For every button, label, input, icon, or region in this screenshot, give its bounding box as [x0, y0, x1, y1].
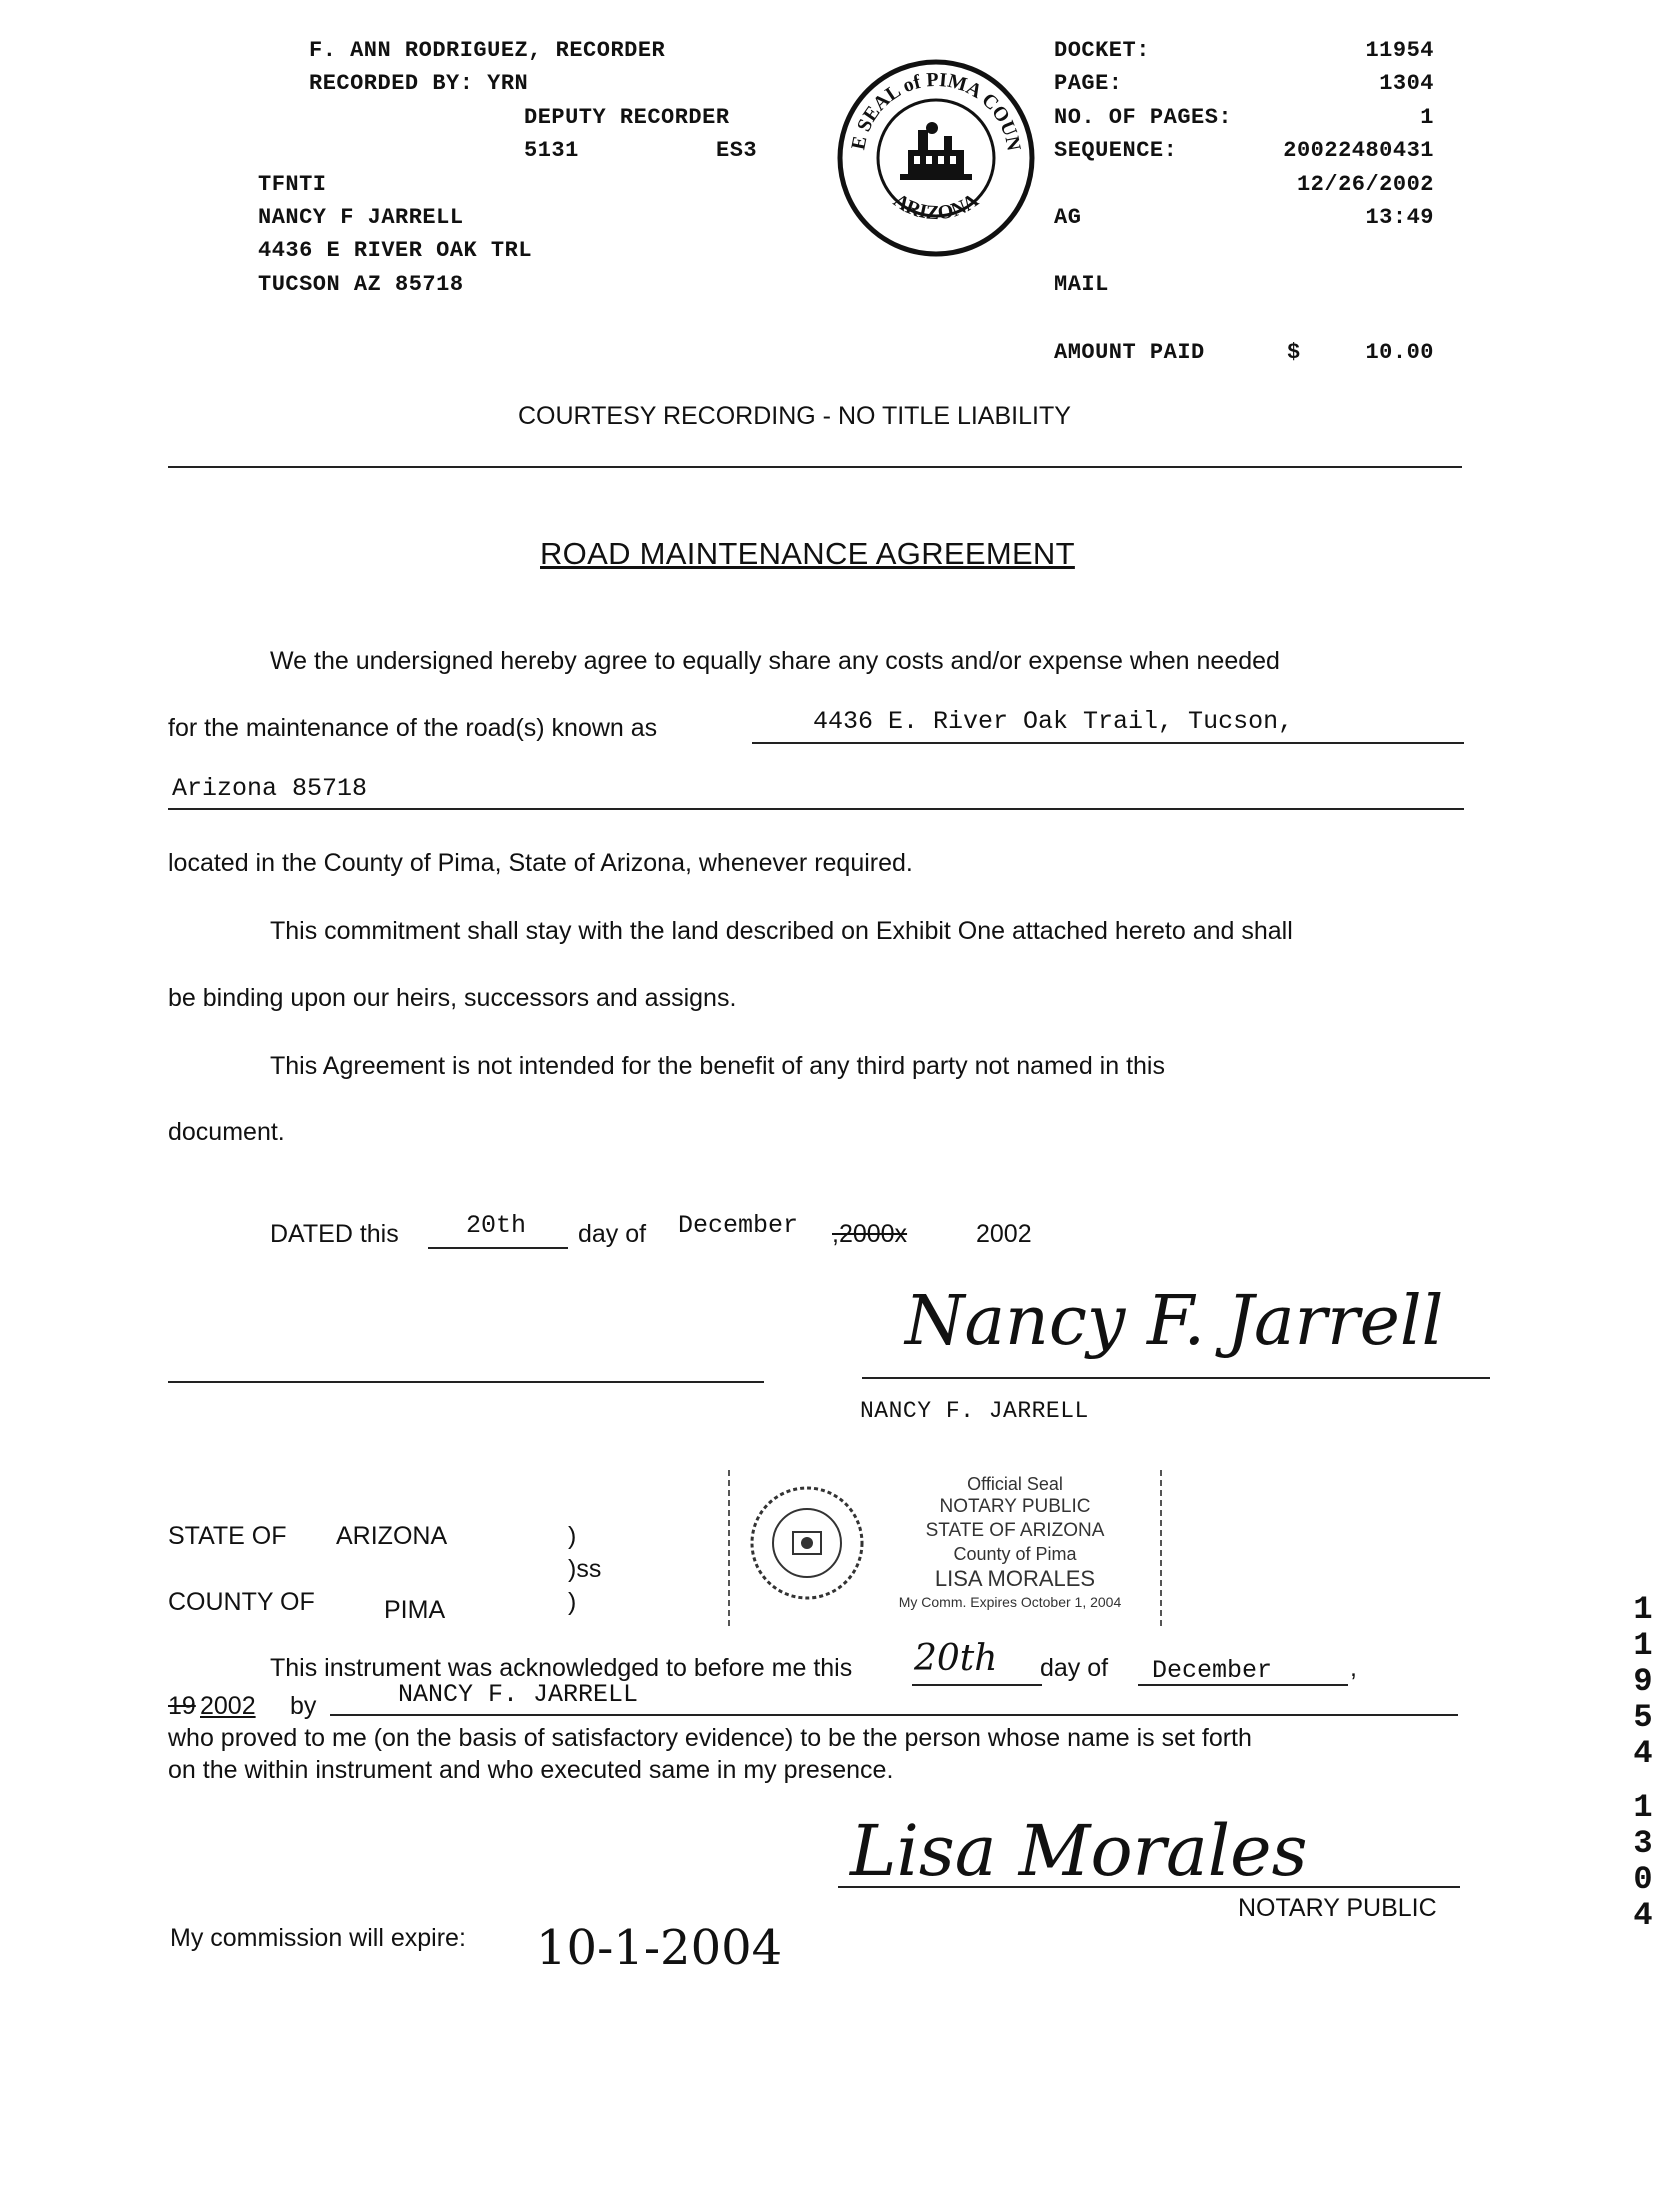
amount-currency: $ — [1287, 340, 1301, 365]
dated-prefix: DATED this — [270, 1220, 399, 1248]
ack-comma: , — [1350, 1654, 1357, 1682]
dated-year-struck: ,2000x — [832, 1220, 908, 1248]
seal-top-text: THE SEAL of PIMA COUNTY — [828, 41, 1025, 153]
deputy-code: ES3 — [716, 138, 758, 163]
ack-by-line — [330, 1714, 1458, 1716]
deputy-id: 5131 — [524, 138, 579, 163]
notary-seal-icon — [748, 1484, 866, 1602]
notary-seal-line-6: My Comm. Expires October 1, 2004 — [898, 1594, 1122, 1610]
recorded-by: RECORDED BY: YRN — [309, 71, 529, 96]
body-p2-line1: This commitment shall stay with the land described on Exhibit One attached hereto and shall — [270, 917, 1293, 945]
dated-day: 20th — [466, 1211, 527, 1240]
notary-public-label: NOTARY PUBLIC — [1238, 1894, 1437, 1922]
docket-label: DOCKET: — [1054, 38, 1150, 63]
returnee-line-3: 4436 E RIVER OAK TRL — [258, 238, 533, 263]
ack-by-name: NANCY F. JARRELL — [398, 1680, 639, 1709]
dated-year: 2002 — [976, 1220, 1032, 1248]
recorder-line: F. ANN RODRIGUEZ, RECORDER — [309, 38, 666, 63]
docket-value: 11954 — [1365, 38, 1434, 63]
ack-day: 20th — [914, 1638, 998, 1679]
record-date: 12/26/2002 — [1296, 172, 1434, 197]
returnee-line-4: TUCSON AZ 85718 — [258, 272, 464, 297]
pages-value: 1 — [1420, 105, 1434, 130]
ack-day-of: day of — [1040, 1654, 1109, 1682]
commission-value: 10-1-2004 — [536, 1920, 783, 1976]
courtesy-note: COURTESY RECORDING - NO TITLE LIABILITY — [518, 402, 1071, 430]
page-value: 1304 — [1379, 71, 1434, 96]
blank-signature-line — [168, 1381, 764, 1383]
ack-year: 2002 — [200, 1692, 256, 1720]
venue-ss: )ss — [568, 1555, 602, 1583]
notary-signature: Lisa Morales — [850, 1810, 1308, 1892]
county-seal-icon — [828, 41, 1036, 258]
record-time: 13:49 — [1365, 205, 1434, 230]
body-p3-line1: This Agreement is not intended for the benefit of any third party not named in this — [270, 1052, 1165, 1080]
notary-signature-line — [838, 1886, 1460, 1888]
body-p3-line2: document. — [168, 1118, 285, 1146]
notary-stamp — [728, 1470, 1162, 1626]
mail-label: MAIL — [1054, 272, 1109, 297]
sequence-label: SEQUENCE: — [1054, 138, 1178, 163]
ack-year-struck: 19 — [168, 1692, 196, 1720]
ack-month: December — [1152, 1656, 1273, 1685]
state-label: STATE OF — [168, 1522, 287, 1550]
body-p2-line2: be binding upon our heirs, successors and assigns. — [168, 984, 737, 1012]
road-name-fill-2: Arizona 85718 — [172, 774, 368, 803]
dated-month: December — [678, 1211, 799, 1240]
body-p1-line1: We the undersigned hereby agree to equally share any costs and/or expense when needed — [270, 647, 1280, 675]
svg-text:ARIZONA — [889, 189, 983, 224]
road-fill-line-1 — [752, 742, 1464, 744]
ack-line1-text: This instrument was acknowledged to before me this — [270, 1654, 853, 1682]
county-label: COUNTY OF — [168, 1588, 315, 1616]
road-fill-line-2 — [168, 808, 1464, 810]
dated-middle: day of — [578, 1220, 647, 1248]
page-label: PAGE: — [1054, 71, 1123, 96]
sequence-value: 20022480431 — [1283, 138, 1434, 163]
document-title: ROAD MAINTENANCE AGREEMENT — [540, 536, 1075, 571]
notary-seal-line-5: LISA MORALES — [934, 1566, 1096, 1591]
ag-label: AG — [1054, 205, 1082, 230]
road-name-fill-1: 4436 E. River Oak Trail, Tucson, — [813, 707, 1294, 736]
commission-label: My commission will expire: — [170, 1924, 466, 1952]
body-p1-line2: for the maintenance of the road(s) known as — [168, 714, 658, 742]
dated-day-line — [428, 1247, 568, 1249]
deputy-recorder: DEPUTY RECORDER — [524, 105, 730, 130]
county-value: PIMA — [384, 1596, 446, 1624]
notary-seal-line-4: County of Pima — [953, 1544, 1077, 1564]
amount-value: 10.00 — [1365, 340, 1434, 365]
ack-by-label: by — [290, 1692, 317, 1720]
state-value: ARIZONA — [336, 1522, 448, 1550]
ack-day-line — [912, 1684, 1042, 1686]
seal-bottom-text: ARIZONA — [889, 189, 983, 225]
pages-label: NO. OF PAGES: — [1054, 105, 1233, 130]
notary-seal-line-3: STATE OF ARIZONA — [925, 1520, 1105, 1541]
notary-seal-line-2: NOTARY PUBLIC — [939, 1496, 1091, 1517]
header-divider — [168, 466, 1462, 468]
signer-name: NANCY F. JARRELL — [860, 1398, 1089, 1424]
venue-paren-3: ) — [568, 1588, 577, 1616]
margin-page-number: 1304 — [1633, 1789, 1653, 1934]
returnee-line-1: TFNTI — [258, 172, 327, 197]
returnee-line-2: NANCY F JARRELL — [258, 205, 464, 230]
amount-label: AMOUNT PAID — [1054, 340, 1205, 365]
venue-paren-1: ) — [568, 1522, 577, 1550]
body-p1-line3: located in the County of Pima, State of Arizona, whenever required. — [168, 849, 913, 877]
signer-signature-line — [862, 1377, 1490, 1379]
ack-month-line — [1138, 1684, 1348, 1686]
ack-line4-text: on the within instrument and who executed same in my presence. — [168, 1756, 894, 1784]
margin-docket-number: 11954 — [1633, 1591, 1653, 1772]
notary-seal-line-1: Official Seal — [967, 1474, 1063, 1494]
signer-signature: Nancy F. Jarrell — [905, 1282, 1444, 1361]
ack-line3-text: who proved to me (on the basis of satisfactory evidence) to be the person whose name is set forth — [168, 1724, 1252, 1752]
